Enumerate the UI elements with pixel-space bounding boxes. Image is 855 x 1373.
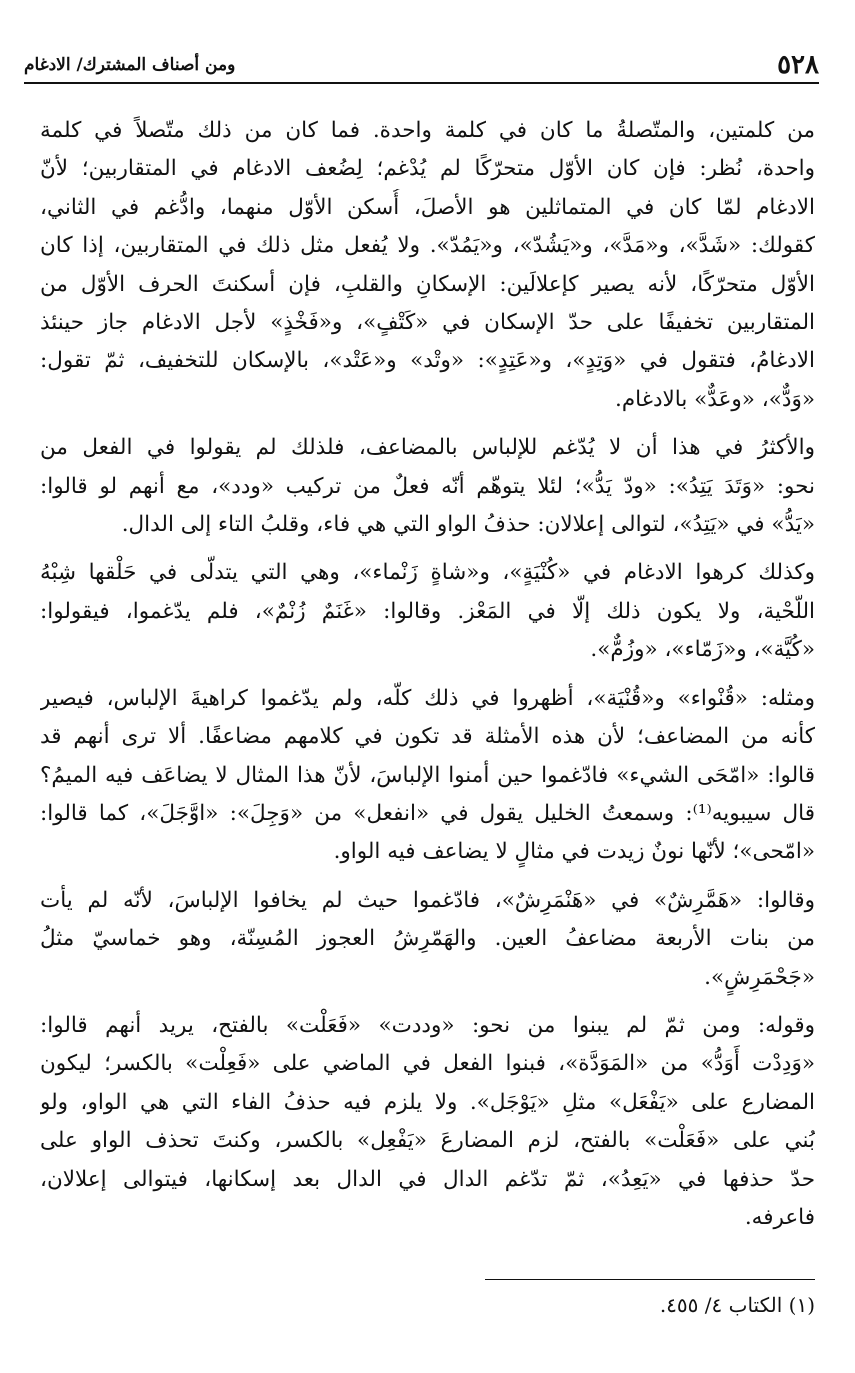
page-header xyxy=(24,48,819,84)
text-line: واحدة، نُظر: فإن كان الأوّل متحرّكًا لم يُدْغم؛ لِضُعف الادغام في المتقاربين؛ لأنّ xyxy=(40,156,815,182)
text-line: كأنه من المضاعف؛ لأن هذه الأمثلة قد تكون في كلامهم مضاعفًا. ألا ترى أنهم قد xyxy=(40,724,815,750)
text-line: كقولك: «شَدَّ»، و«مَدَّ»، و«يَشُدّ»، و«يَمُدّ». ولا يُفعل مثل ذلك في المتقاربين، إذا كان xyxy=(40,233,815,259)
text-line: الأوّل متحرّكًا، لأنه يصير كإعلالَين: الإسكانِ والقلبِ، فإن أسكنتَ الحرف الأوّل من xyxy=(40,271,815,297)
text-line: «جَحْمَرِشٍ». xyxy=(704,964,815,990)
text-line: «كُيَّة»، و«زَمّاء»، «وزُمٌّ». xyxy=(590,637,815,663)
paragraph-5 xyxy=(40,882,815,997)
text-line: قالوا: «امّحَى الشيء» فادّغموا حين أمنوا الإلباسَ، لأنّ هذا المثال لا يضاعَف فيه الميمُ؟ xyxy=(40,762,815,788)
paragraph-4 xyxy=(40,680,815,872)
text-line: الادغامُ، فتقول في «وَتِدٍ»، و«عَتِدٍ»: «وتْد» و«عَتْد»، بالإسكان للتخفيف، ثمّ تقول: xyxy=(40,348,815,374)
text-line: قال سيبويه⁽¹⁾: وسمعتُ الخليل يقول في «انفعل» من «وَجِلَ»: «اوَّجَلَ»، كما قالوا: xyxy=(40,800,815,826)
text-line: «امّحى»؛ لأنّها نونٌ زيدت في مثالٍ لا يضاعف فيه الواو. xyxy=(333,839,815,865)
page-number: ٥٢٨ xyxy=(777,50,819,80)
paragraph-2 xyxy=(40,429,815,544)
text-line: نحو: «وَتَدَ يَتِدُ»: «ودّ يَدُّ»؛ لئلا يتوهّم أنّه فعلٌ من تركيب «ودد»، مع أنهم لو قالوا: xyxy=(40,473,815,499)
text-line: «يَدُّ» في «يَتِدُ»، لتوالى إعلالان: حذفُ الواو التي هي فاء، وقلبُ التاء إلى الدال. xyxy=(121,512,815,538)
text-line: المتقاربين تخفيفًا على حدّ الإسكان في «كَتْفٍ»، و«فَخْذٍ» لأجل الادغام جاز حينئذ xyxy=(40,310,815,336)
text-line: وقالوا: «هَمَّرِشٌ» في «هَنْمَرِشٌ»، فادّغموا حيث لم يخافوا الإلباسَ، لأنّه لم يأت xyxy=(40,887,815,913)
paragraph-6 xyxy=(40,1007,815,1237)
text-line: فاعرفه. xyxy=(744,1204,815,1230)
paragraph-3 xyxy=(40,554,815,669)
text-line: اللّحْية، ولا يكون ذلك إلّا في المَعْز. وقالوا: «غَنَمٌ زُنْمٌ»، فلم يدّغموا، فيقولوا: xyxy=(40,598,815,624)
text-line: «وَدٌّ»، «وعَدٌّ» بالادغام. xyxy=(615,386,815,412)
running-title: ومن أصناف المشترك/ الادغام xyxy=(24,55,236,75)
text-line: وكذلك كرهوا الادغام في «كُنْيَةٍ»، و«شاةٍ زَنْماء»، وهي التي يتدلّى في حَلْقها شِبْهُ xyxy=(40,560,815,586)
text-line: الادغام لمّا كان في المتماثلين هو الأصلَ، أُسكن الأوّل منهما، وادُّغم في الثاني، xyxy=(40,194,815,220)
text-line: وقوله: ومن ثمّ لم يبنوا من نحو: «وددت» «فَعَلْت» بالفتح، يريد أنهم قالوا: xyxy=(40,1012,815,1038)
text-line: المضارع على «يَفْعَل» مثلِ «يَوْجَل». ولا يلزم فيه حذفُ الفاء التي هي الواو، ولو xyxy=(40,1089,815,1115)
text-line: من بنات الأربعة مضاعفُ العين. والهَمّرِشُ العجوز المُسِنّة، وهو خماسيّ مثلُ xyxy=(40,926,815,952)
text-line: والأكثرُ في هذا أن لا يُدّغم للإلباس بالمضاعف، فلذلك لم يقولوا في الفعل من xyxy=(40,435,815,461)
footnote: (١) الكتاب ٤/ ٤٥٥. xyxy=(659,1293,815,1317)
body-text xyxy=(40,112,815,1247)
text-line: بُني على «فَعَلْت» بالفتح، لزم المضارعَ «يَفْعِل» بالكسر، وكنتَ تحذف الواو على xyxy=(40,1128,815,1154)
text-line: من كلمتين، والمتّصلةُ ما كان في كلمة واحدة. فما كان من ذلك متّصلاً في كلمة xyxy=(40,118,815,143)
footnote-divider xyxy=(485,1279,815,1280)
paragraph-1 xyxy=(40,112,815,419)
text-line: ومثله: «قُنْواء» و«قُنْيَة»، أظهروا في ذلك كلّه، ولم يدّغموا كراهيةَ الإلباس، فيصير xyxy=(40,685,815,711)
text-line: حدّ حذفها في «يَعِدُ»، ثمّ تدّغم الدال في الدال بعد إسكانها، فيتوالى إعلالان، xyxy=(40,1166,815,1192)
text-line: «وَدِدْت أَوَدُّ» من «المَوَدَّة»، فبنوا الفعل في الماضي على «فَعِلْت» بالكسر؛ ليكون xyxy=(40,1051,815,1077)
